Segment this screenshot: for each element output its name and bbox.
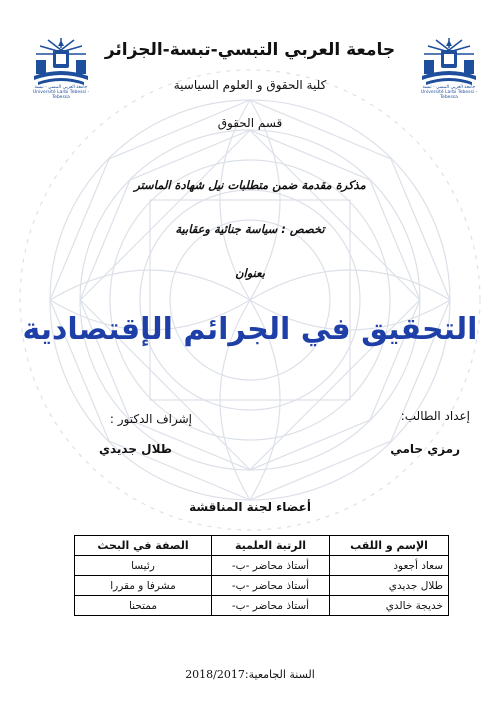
student-name: رمزي حامي	[390, 442, 460, 456]
member-rank: أستاذ محاضر -ب-	[211, 576, 329, 596]
faculty-name: كلية الحقوق و العلوم السياسية	[173, 78, 327, 92]
table-row	[75, 576, 449, 596]
specialization: تخصص : سياسة جنائية وعقابية	[175, 222, 325, 236]
thesis-title: التحقيق في الجرائم الإقتصادية	[22, 312, 478, 347]
academic-year	[0, 668, 500, 681]
logo-caption: جامعة العربي التبسي - تبسة Université Larbi Tebessi - Tebessa	[420, 85, 478, 100]
table-row	[75, 596, 449, 616]
column-header: الإسم و اللقب	[330, 536, 449, 556]
member-role: ممتحنا	[75, 596, 212, 616]
member-name: طلال جديدي	[330, 576, 449, 596]
table-header-row	[75, 536, 449, 556]
supervisor-name: طلال جديدي	[98, 442, 172, 456]
member-rank: أستاذ محاضر -ب-	[211, 556, 329, 576]
column-header: الصفة في البحث	[75, 536, 212, 556]
university-name: جامعة العربي التبسي-تبسة-الجزائر	[104, 40, 396, 60]
member-role: رئيسا	[75, 556, 212, 576]
member-name: سعاد أجعود	[330, 556, 449, 576]
department-name: قسم الحقوق	[217, 116, 283, 130]
logo-caption: جامعة العربي التبسي - تبسة Université Larbi Tebessi - Tebessa	[32, 85, 90, 100]
table-row	[75, 556, 449, 576]
committee-label: أعضاء لجنة المناقشة	[189, 500, 311, 514]
committee-table	[74, 535, 449, 616]
academic-year-label: السنة الجامعية:	[244, 668, 315, 681]
member-role: مشرفا و مقررا	[75, 576, 212, 596]
student-label: إعداد الطالب:	[400, 409, 470, 423]
member-rank: أستاذ محاضر -ب-	[211, 596, 329, 616]
titled-label: بعنوان	[235, 266, 265, 280]
academic-year-value: 2018/2017	[185, 668, 245, 681]
memo-statement: مذكرة مقدمة ضمن متطلبات نيل شهادة الماستر	[134, 178, 366, 192]
supervisor-label: إشراف الدكتور :	[109, 412, 192, 426]
column-header: الرتبة العلمية	[211, 536, 329, 556]
member-name: خديجة خالدي	[330, 596, 449, 616]
